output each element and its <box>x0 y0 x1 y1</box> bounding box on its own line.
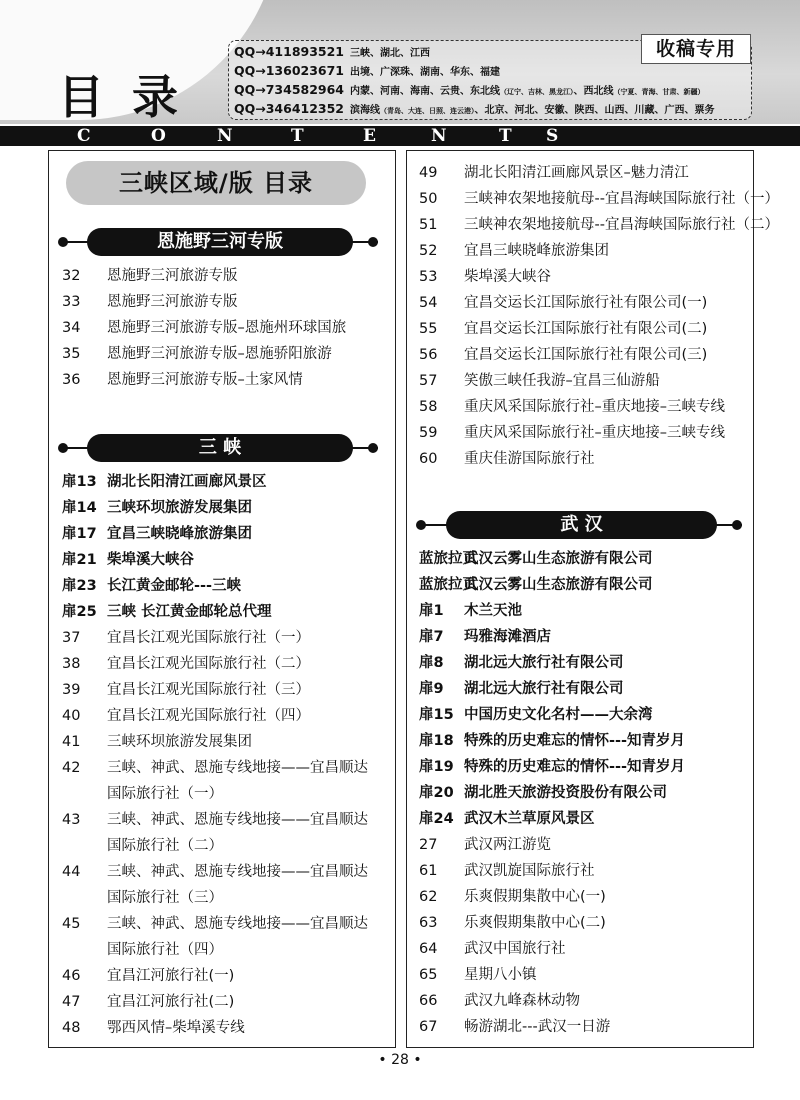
qq-number: QQ→136023671 <box>234 63 345 78</box>
bullet-dot <box>732 520 742 530</box>
toc-entry-title: 三峡神农架地接航母--宜昌海峡国际旅行社（一） <box>464 191 779 207</box>
toc-page-number: 扉19 <box>419 759 454 775</box>
contents-letter: C <box>77 126 91 146</box>
toc-entry-title: 星期八小镇 <box>464 967 537 983</box>
toc-page-number: 扉7 <box>419 629 444 645</box>
toc-entry-title: 武汉凯旋国际旅行社 <box>464 863 595 879</box>
toc-page-number: 扉25 <box>62 604 97 620</box>
toc-page-number: 49 <box>419 165 438 181</box>
qq-regions: 三峡、湖北、江西 <box>350 48 431 59</box>
toc-entry-title: 鄂西风情–柴埠溪专线 <box>107 1020 245 1036</box>
section-title: 恩施野三河专版 <box>87 228 353 256</box>
toc-page-number: 扉8 <box>419 655 444 671</box>
toc-page-number: 62 <box>419 889 438 905</box>
toc-page-number: 蓝旅拉页 <box>419 551 477 567</box>
toc-entry-title: 重庆佳游国际旅行社 <box>464 451 595 467</box>
toc-entry-title: 三峡、神武、恩施专线地接——宜昌顺达 <box>107 812 368 828</box>
toc-entry-title: 恩施野三河旅游专版 <box>107 268 238 284</box>
toc-entry-title: 宜昌三峡晓峰旅游集团 <box>107 526 252 542</box>
toc-entry-title: 宜昌交运长江国际旅行社有限公司(一) <box>464 295 708 311</box>
toc-page-number: 48 <box>62 1020 81 1036</box>
toc-page-number: 扉24 <box>419 811 454 827</box>
toc-page-number: 33 <box>62 294 81 310</box>
bullet-dot <box>58 237 68 247</box>
toc-entry-title: 湖北长阳清江画廊风景区 <box>107 474 267 490</box>
toc-page-number: 45 <box>62 916 81 932</box>
region-title: 三峡区域/版 目录 <box>66 161 366 205</box>
toc-entry-title: 宜昌长江观光国际旅行社（四） <box>107 708 310 724</box>
contents-bar <box>0 126 800 146</box>
toc-page-number: 扉17 <box>62 526 97 542</box>
toc-entry-title: 玛雅海滩酒店 <box>464 629 551 645</box>
toc-page-number: 43 <box>62 812 81 828</box>
qq-contact-line <box>234 99 715 118</box>
section-header <box>416 511 746 539</box>
toc-page-number: 46 <box>62 968 81 984</box>
section-title: 武 汉 <box>446 511 717 539</box>
toc-entry-title: 长江黄金邮轮---三峡 <box>107 578 242 594</box>
toc-entry-continuation[interactable]: 国际旅行社（一） <box>107 786 223 802</box>
toc-entry-title: 湖北胜天旅游投资股份有限公司 <box>464 785 667 801</box>
qq-regions: 内蒙、河南、海南、云贵、东北线 <box>350 86 501 97</box>
contents-letter: O <box>151 126 166 146</box>
toc-page-number: 扉21 <box>62 552 97 568</box>
toc-page-number: 40 <box>62 708 81 724</box>
toc-entry-title: 三峡环坝旅游发展集团 <box>107 734 252 750</box>
toc-entry-title: 湖北远大旅行社有限公司 <box>464 655 624 671</box>
toc-page-number: 42 <box>62 760 81 776</box>
toc-page-number: 67 <box>419 1019 438 1035</box>
toc-entry-title: 宜昌长江观光国际旅行社（三） <box>107 682 310 698</box>
section-header <box>58 228 382 256</box>
toc-entry-title: 三峡、神武、恩施专线地接——宜昌顺达 <box>107 864 368 880</box>
qq-contact-line <box>234 42 430 61</box>
toc-page-number: 扉1 <box>419 603 444 619</box>
toc-entry-title: 恩施野三河旅游专版–土家风情 <box>107 372 303 388</box>
bullet-dot <box>368 237 378 247</box>
toc-entry-title: 中国历史文化名村——大余湾 <box>464 707 653 723</box>
qq-regions: （宁夏、青海、甘肃、新疆） <box>613 88 705 96</box>
qq-number: QQ→411893521 <box>234 44 345 59</box>
toc-entry-continuation[interactable]: 国际旅行社（三） <box>107 890 223 906</box>
toc-page-number: 41 <box>62 734 81 750</box>
toc-page-number: 32 <box>62 268 81 284</box>
toc-entry-title: 特殊的历史难忘的情怀---知青岁月 <box>464 733 686 749</box>
qq-regions: 、西北线 <box>573 86 614 97</box>
toc-page-number: 61 <box>419 863 438 879</box>
toc-page-number: 66 <box>419 993 438 1009</box>
contents-letter: T <box>499 126 512 146</box>
toc-page-number: 27 <box>419 837 438 853</box>
toc-page-number: 56 <box>419 347 438 363</box>
toc-page-number: 扉13 <box>62 474 97 490</box>
contents-letter: N <box>217 126 233 146</box>
toc-page-number: 58 <box>419 399 438 415</box>
toc-entry-title: 宜昌江河旅行社(一) <box>107 968 235 984</box>
toc-entry-title: 笑傲三峡任我游–宜昌三仙游船 <box>464 373 660 389</box>
toc-entry-title: 武汉两江游览 <box>464 837 551 853</box>
toc-page-number: 39 <box>62 682 81 698</box>
toc-page-number: 51 <box>419 217 438 233</box>
contents-letter: S <box>546 126 559 146</box>
toc-entry-title: 宜昌江河旅行社(二) <box>107 994 235 1010</box>
qq-regions: （辽宁、吉林、黑龙江） <box>500 88 574 96</box>
toc-entry-title: 宜昌三峡晓峰旅游集团 <box>464 243 609 259</box>
toc-page-number: 35 <box>62 346 81 362</box>
toc-page-number: 63 <box>419 915 438 931</box>
qq-contact-line <box>234 61 500 80</box>
page-title: 目 录 <box>58 70 185 124</box>
toc-page-number: 50 <box>419 191 438 207</box>
qq-regions: 滨海线 <box>350 105 381 116</box>
toc-entry-title: 武汉云雾山生态旅游有限公司 <box>464 551 653 567</box>
qq-contact-line <box>234 80 705 99</box>
toc-entry-title: 重庆风采国际旅行社–重庆地接–三峡专线 <box>464 399 725 415</box>
toc-page-number: 37 <box>62 630 81 646</box>
toc-entry-continuation[interactable]: 国际旅行社（四） <box>107 942 223 958</box>
section-header <box>58 434 382 462</box>
toc-page-number: 44 <box>62 864 81 880</box>
toc-entry-title: 乐爽假期集散中心(一) <box>464 889 606 905</box>
toc-page-number: 蓝旅拉页 <box>419 577 477 593</box>
toc-entry-title: 武汉云雾山生态旅游有限公司 <box>464 577 653 593</box>
toc-page-number: 扉23 <box>62 578 97 594</box>
toc-entry-title: 宜昌交运长江国际旅行社有限公司(三) <box>464 347 708 363</box>
bullet-dot <box>416 520 426 530</box>
contents-letter: N <box>431 126 447 146</box>
toc-entry-title: 恩施野三河旅游专版 <box>107 294 238 310</box>
toc-page-number: 64 <box>419 941 438 957</box>
toc-page-number: 36 <box>62 372 81 388</box>
toc-page-number: 53 <box>419 269 438 285</box>
toc-entry-title: 三峡神农架地接航母--宜昌海峡国际旅行社（二） <box>464 217 779 233</box>
bullet-dot <box>368 443 378 453</box>
toc-entry-title: 特殊的历史难忘的情怀---知青岁月 <box>464 759 686 775</box>
page-number: • 28 • <box>378 1052 422 1068</box>
submission-stamp: 收稿专用 <box>641 34 751 64</box>
toc-page-number: 59 <box>419 425 438 441</box>
toc-entry-title: 恩施野三河旅游专版–恩施州环球国旅 <box>107 320 347 336</box>
toc-entry-title: 武汉中国旅行社 <box>464 941 566 957</box>
contents-letter: T <box>291 126 304 146</box>
toc-page-number: 扉9 <box>419 681 444 697</box>
toc-entry-title: 宜昌交运长江国际旅行社有限公司(二) <box>464 321 708 337</box>
qq-regions: （青岛、大连、日照、连云港） <box>380 107 475 115</box>
toc-entry-continuation[interactable]: 国际旅行社（二） <box>107 838 223 854</box>
toc-page-number: 65 <box>419 967 438 983</box>
toc-entry-title: 恩施野三河旅游专版–恩施骄阳旅游 <box>107 346 332 362</box>
qq-number: QQ→734582964 <box>234 82 345 97</box>
toc-entry-title: 重庆风采国际旅行社–重庆地接–三峡专线 <box>464 425 725 441</box>
toc-page-number: 扉18 <box>419 733 454 749</box>
toc-entry-title: 木兰天池 <box>464 603 522 619</box>
toc-page-number: 55 <box>419 321 438 337</box>
toc-page-number: 扉14 <box>62 500 97 516</box>
qq-regions: 、北京、河北、安徽、陕西、山西、川藏、广西、票务 <box>474 105 715 116</box>
toc-page-number: 扉20 <box>419 785 454 801</box>
toc-entry-title: 宜昌长江观光国际旅行社（二） <box>107 656 310 672</box>
toc-entry-title: 畅游湖北---武汉一日游 <box>464 1019 611 1035</box>
toc-entry-title: 武汉九峰森林动物 <box>464 993 580 1009</box>
toc-page-number: 52 <box>419 243 438 259</box>
qq-number: QQ→346412352 <box>234 101 345 116</box>
toc-entry-title: 湖北长阳清江画廊风景区–魅力清江 <box>464 165 689 181</box>
toc-entry-title: 三峡环坝旅游发展集团 <box>107 500 252 516</box>
toc-page-number: 60 <box>419 451 438 467</box>
toc-entry-title: 武汉木兰草原风景区 <box>464 811 595 827</box>
toc-page-number: 38 <box>62 656 81 672</box>
toc-entry-title: 三峡、神武、恩施专线地接——宜昌顺达 <box>107 760 368 776</box>
section-title: 三 峡 <box>87 434 353 462</box>
contents-letter: E <box>363 126 376 146</box>
toc-page-number: 34 <box>62 320 81 336</box>
qq-regions: 出境、广深珠、湖南、华东、福建 <box>350 67 501 78</box>
bullet-dot <box>58 443 68 453</box>
toc-page-number: 扉15 <box>419 707 454 723</box>
toc-entry-title: 湖北远大旅行社有限公司 <box>464 681 624 697</box>
toc-entry-title: 宜昌长江观光国际旅行社（一） <box>107 630 310 646</box>
toc-entry-title: 乐爽假期集散中心(二) <box>464 915 606 931</box>
toc-page-number: 54 <box>419 295 438 311</box>
toc-entry-title: 柴埠溪大峡谷 <box>464 269 551 285</box>
toc-entry-title: 三峡 长江黄金邮轮总代理 <box>107 604 272 620</box>
toc-page-number: 47 <box>62 994 81 1010</box>
toc-entry-title: 柴埠溪大峡谷 <box>107 552 194 568</box>
toc-page-number: 57 <box>419 373 438 389</box>
toc-entry-title: 三峡、神武、恩施专线地接——宜昌顺达 <box>107 916 368 932</box>
